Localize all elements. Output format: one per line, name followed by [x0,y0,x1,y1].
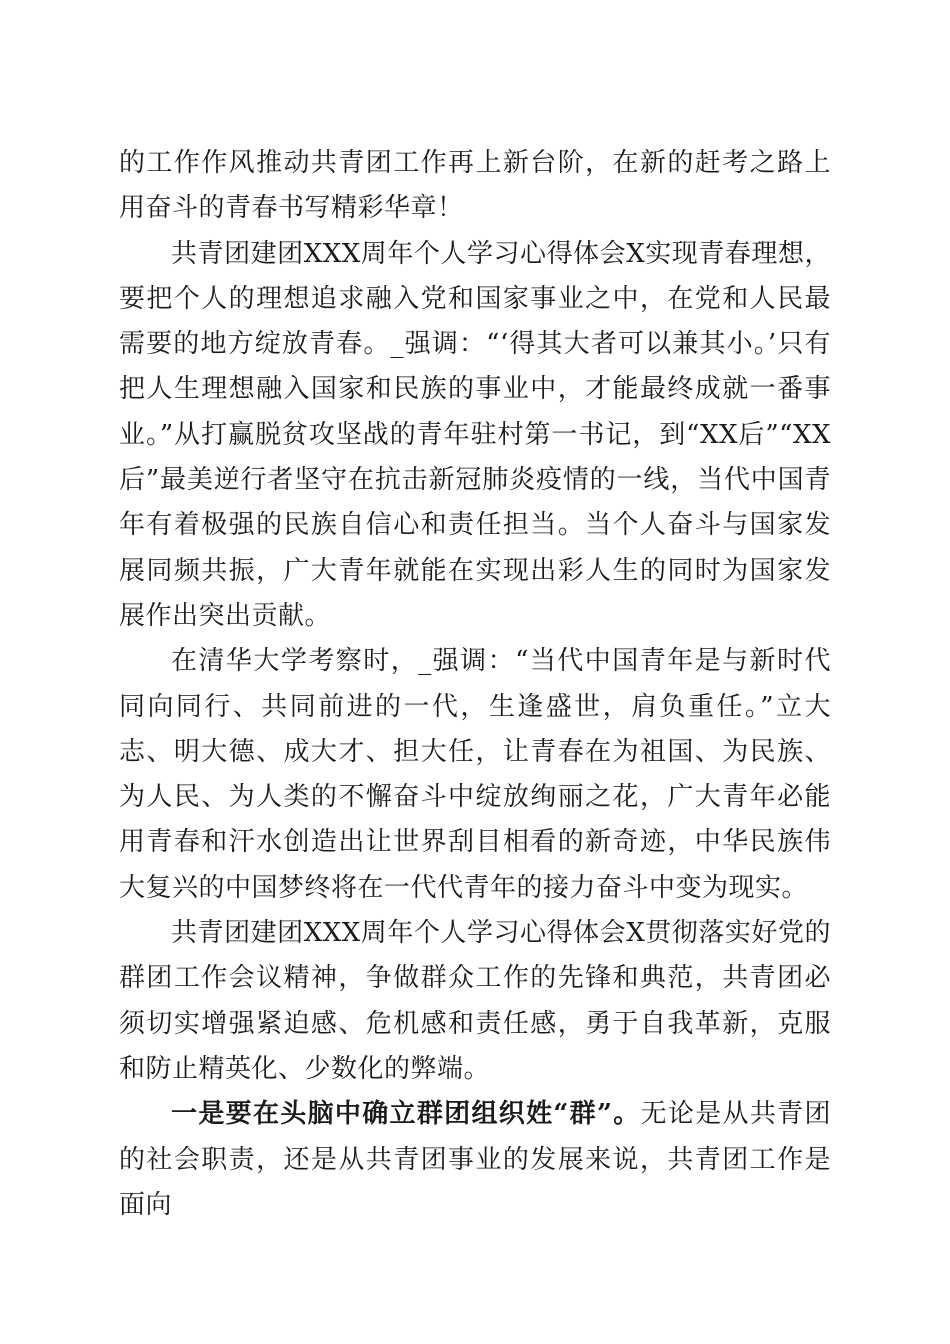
paragraph-youth-ideals: 共青团建团XXX周年个人学习心得体会X实现青春理想，要把个人的理想追求融入党和国家事业之中，在党和人民最需要的地方绽放青春。_强调：“‘得其大者可以兼其小。’只有把人生理想融入国家和民族的事业中，才能最终成就一番事业。”从打赢脱贫攻坚战的青年驻村第一书记，到“XX后”“XX后”最美逆行者坚守在抗击新冠肺炎疫情的一线，当代中国青年有着极强的民族自信心和责任担当。当个人奋斗与国家发展同频共振，广大青年就能在实现出彩人生的同时为国家发展作出突出贡献。 [119,238,831,631]
paragraph-continuation: 的工作作风推动共青团工作再上新台阶，在新的赶考之路上用奋斗的青春书写精彩华章！ [119,148,831,224]
paragraph-mass-work: 共青团建团XXX周年个人学习心得体会X贯彻落实好党的群团工作会议精神，争做群众工作的先锋和典范，共青团必须切实增强紧迫感、危机感和责任感，勇于自我革新，克服和防止精英化、少数化的弊端。 [119,918,831,1084]
paragraph-point-one-text: 无论是从共青团的社会职责，还是从共青团事业的发展来说，共青团工作是面向 [119,1099,831,1220]
paragraph-tsinghua-visit: 在清华大学考察时，_强调：“当代中国青年是与新时代同向同行、共同前进的一代，生逢盛世，肩负重任。”立大志、明大德、成大才、担大任，让青春在为祖国、为民族、为人民、为人类的不懈奋斗中绽放绚丽之花，广大青年必能用青春和汗水创造出让世界刮目相看的新奇迹，中华民族伟大复兴的中国梦终将在一代代青年的接力奋斗中变为现实。 [119,646,831,903]
paragraph-lead-phrase: 一是要在头脑中确立群团组织姓“群”。 [171,1099,641,1130]
paragraph-point-one [119,1092,831,1228]
document-body [119,141,831,1228]
